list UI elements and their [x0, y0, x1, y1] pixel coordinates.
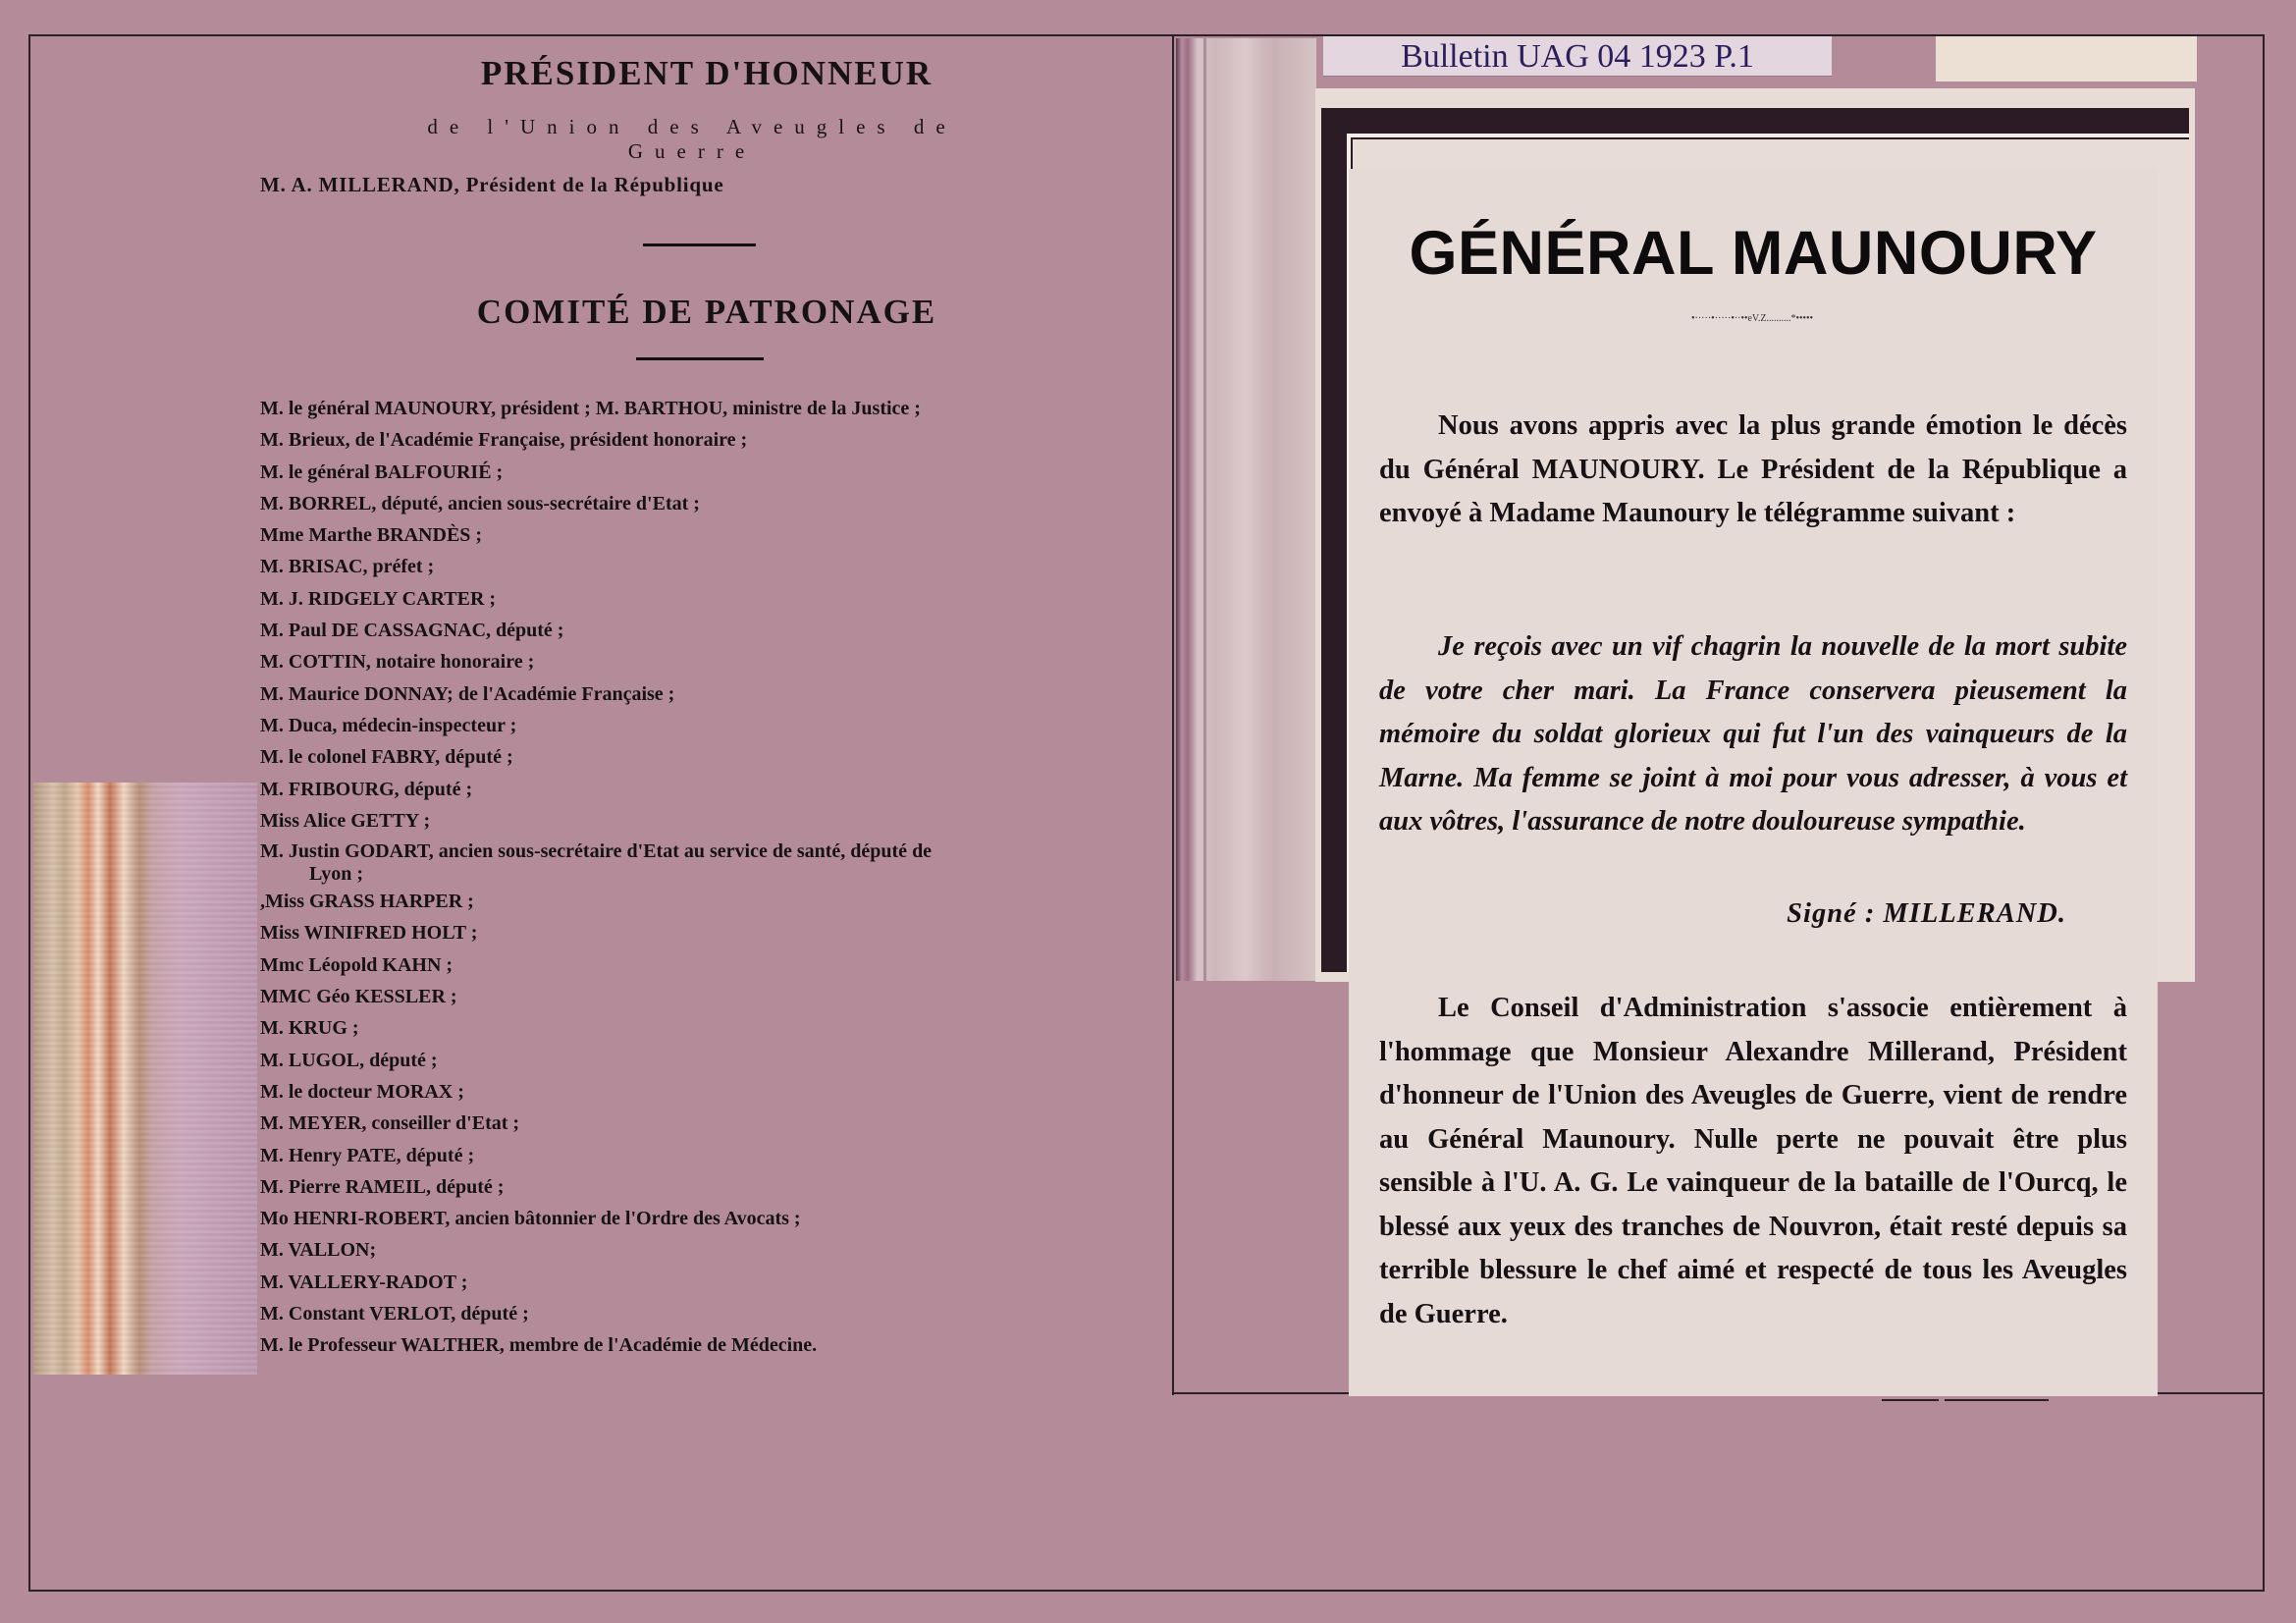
- scanned-book-spine: [1176, 38, 1316, 981]
- telegram-signature: Signé : MILLERAND.: [1787, 898, 2066, 929]
- member-item: Miss WINIFRED HOLT ;: [260, 922, 478, 945]
- member-item: ,Miss GRASS HARPER ;: [260, 891, 474, 913]
- member-item: M. Brieux, de l'Académie Française, président honoraire ;: [260, 429, 748, 452]
- member-item: M. VALLON;: [260, 1239, 377, 1262]
- member-item: [260, 837, 1124, 886]
- scanned-book-edge-strip: [33, 783, 257, 1375]
- obituary-paragraph: Nous avons appris avec la plus grande émotion le décès du Général MAUNOURY. Le Président de la République a envoyé à Madame Maunoury le télégramme suivant :: [1379, 410, 2127, 528]
- title-ornament: [1649, 313, 1855, 325]
- ornament-dots: ..........*•••••: [1766, 313, 1813, 324]
- committee-member-list: [260, 393, 1124, 1362]
- footer-rule: [1882, 1399, 2049, 1401]
- member-item: MMC Géo KESSLER ;: [260, 986, 457, 1008]
- separator-rule: [636, 357, 764, 360]
- member-item: M. Paul DE CASSAGNAC, député ;: [260, 620, 564, 642]
- member-item: M. Maurice DONNAY; de l'Académie Française ;: [260, 682, 675, 705]
- member-item-line: M. Justin GODART, ancien sous-secrétaire d'Etat au service de santé, député de: [260, 840, 933, 863]
- member-item: M. BORREL, député, ancien sous-secrétaire d'Etat ;: [260, 492, 700, 514]
- member-item: M. Duca, médecin-inspecteur ;: [260, 714, 517, 736]
- honor-subheading: de l'Union des Aveugles de Guerre: [427, 115, 957, 163]
- member-item: M. Pierre RAMEIL, député ;: [260, 1175, 505, 1198]
- member-item: M. J. RIDGELY CARTER ;: [260, 587, 497, 610]
- member-item: M. Constant VERLOT, député ;: [260, 1303, 529, 1325]
- member-item: M. LUGOL, député ;: [260, 1049, 438, 1071]
- bulletin-label-box: [1323, 36, 1832, 77]
- obituary-paragraph: Le Conseil d'Administration s'associe entièrement à l'hommage que Monsieur Alexandre Millerand, Président d'honneur de l'Union des Aveugles de Guerre, vient de rendre au Général Maunoury. Nulle perte ne pouvait être plus sensible à l'U. A. G. Le vainqueur de la bataille de l'Ourcq, le blessé aux yeux des tranches de Nouvron, était resté depuis sa terrible blessure le chef aimé et respecté de tous les Aveugles de Guerre.: [1379, 993, 2127, 1329]
- member-item: M. KRUG ;: [260, 1017, 359, 1040]
- ornament-dots: •·····•·····•··••: [1691, 313, 1748, 324]
- separator-rule: [643, 243, 756, 246]
- member-item: M. le docteur MORAX ;: [260, 1080, 464, 1103]
- honor-heading: PRÉSIDENT D'HONNEUR: [480, 54, 934, 92]
- obituary-title: GÉNÉRAL MAUNOURY: [1409, 219, 2098, 288]
- member-item: M. le général MAUNOURY, président ; M. BARTHOU, ministre de la Justice ;: [260, 398, 921, 419]
- member-item: M. BRISAC, préfet ;: [260, 556, 435, 578]
- honor-president: M. A. MILLERAND, Président de la République: [260, 173, 724, 196]
- member-item: Mmc Léopold KAHN ;: [260, 953, 454, 976]
- bulletin-label: Bulletin UAG 04 1923 P.1: [1401, 38, 1754, 75]
- member-item: M. le colonel FABRY, député ;: [260, 746, 513, 769]
- member-item: M. MEYER, conseiller d'Etat ;: [260, 1112, 520, 1135]
- member-item: Mme Marthe BRANDÈS ;: [260, 524, 483, 547]
- member-item: M. FRIBOURG, député ;: [260, 778, 473, 800]
- member-item: Mo HENRI-ROBERT, ancien bâtonnier de l'Ordre des Avocats ;: [260, 1208, 801, 1230]
- committee-heading: COMITÉ DE PATRONAGE: [476, 293, 937, 331]
- member-item: M. VALLERY-RADOT ;: [260, 1271, 468, 1293]
- ornament-text: eV.Z: [1747, 313, 1767, 324]
- member-item: M. Henry PATE, député ;: [260, 1144, 475, 1166]
- member-item: M. le général BALFOURIÉ ;: [260, 460, 504, 483]
- page-divider: [1172, 34, 1174, 1395]
- member-item: M. le Professeur WALTHER, membre de l'Académie de Médecine.: [260, 1334, 818, 1357]
- member-item: Miss Alice GETTY ;: [260, 809, 431, 832]
- member-item: M. COTTIN, notaire honoraire ;: [260, 651, 535, 674]
- paper-scrap: [1936, 36, 2197, 81]
- telegram-quote: Je reçois avec un vif chagrin la nouvelle de la mort subite de votre cher mari. La France conservera pieusement la mémoire du soldat glorieux qui fut l'un des vainqueurs de la Marne. Ma femme se joint à moi pour vous adresser, à vous et aux vôtres, l'assurance de notre douloureuse sympathie.: [1379, 631, 2127, 837]
- member-item-continuation: Lyon ;: [309, 863, 364, 886]
